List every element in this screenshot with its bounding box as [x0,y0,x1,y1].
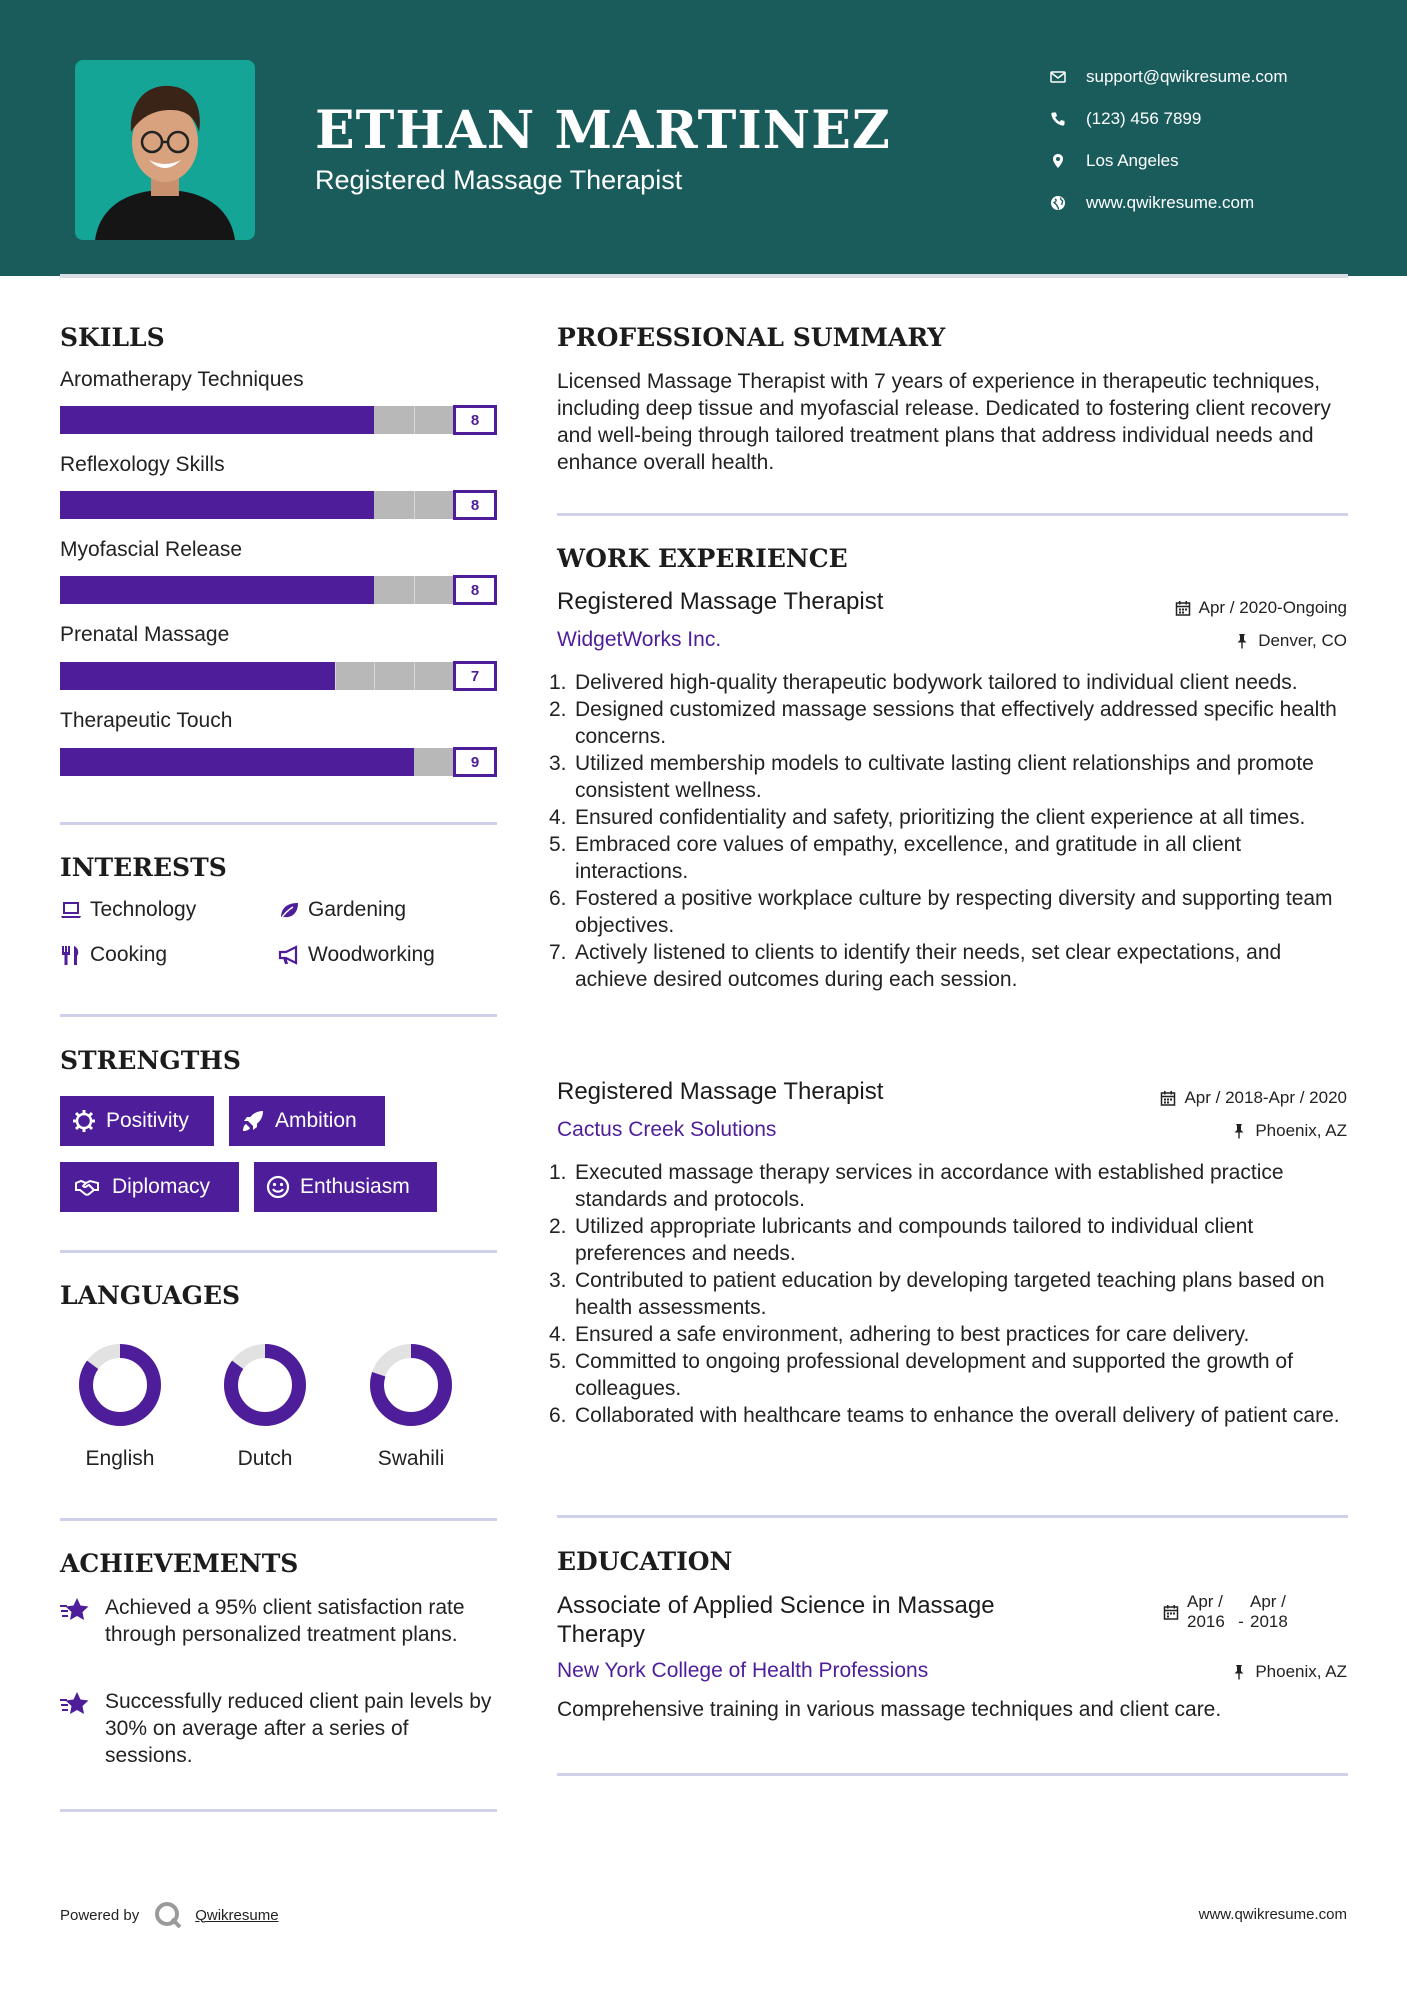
skills-heading: SKILLS [60,323,165,352]
contact-location [1050,140,1288,182]
skill-bar [60,661,497,691]
bullet-text: Utilized membership models to cultivate lasting client relationships and promote consistent wellness. [575,752,1314,802]
bullet-text: Designed customized massage sessions that effectively addressed specific health concerns. [575,698,1337,748]
calendar-icon [1163,1604,1179,1620]
brand-link[interactable]: Qwikresume [195,1906,279,1924]
job-bullet [549,1159,1347,1213]
map-pin-icon [1050,153,1086,169]
skill-bar [60,575,497,605]
job-bullet [549,696,1347,750]
education-location-text: Phoenix, AZ [1255,1662,1347,1681]
strength-badge [60,1162,239,1212]
star-icon [60,1594,105,1648]
bullet-number: 6. [549,1404,567,1427]
skill-label: Myofascial Release [60,538,243,561]
achievements-heading: ACHIEVEMENTS [60,1549,299,1578]
interest-label: Technology [90,898,197,921]
skill-bar-tick [335,662,336,690]
bullet-text: Ensured confidentiality and safety, prioritizing the client experience at all times. [575,806,1306,829]
skill-bar [60,405,497,435]
calendar-icon [1160,1090,1176,1106]
section-divider [60,1518,497,1521]
contact-location-text: Los Angeles [1086,151,1179,170]
skill-label: Reflexology Skills [60,453,225,476]
job-bullet [549,885,1347,939]
bullet-number: 1. [549,1161,567,1184]
bullet-text: Collaborated with healthcare teams to enhance the overall delivery of patient care. [575,1404,1340,1427]
summary-text: Licensed Massage Therapist with 7 years of experience in therapeutic techniques, including deep tissue and myofascial release. Dedicated to fostering client recovery and well-being through tailored treatment plans that address individual needs and enhance overall health. [557,370,1331,474]
bullet-number: 1. [549,671,567,694]
job-dates-text: Apr / 2020-Ongoing [1198,598,1347,617]
bullet-text: Contributed to patient education by developing targeted teaching plans based on health assessments. [575,1269,1325,1319]
job-location-text: Denver, CO [1258,631,1347,650]
job-bullets [549,1159,1347,1429]
skill-score: 8 [453,575,497,605]
section-divider [557,513,1348,516]
job-bullet [549,939,1347,993]
job-bullet [549,831,1347,885]
achievement-text: Achieved a 95% client satisfaction rate through personalized treatment plans. [105,1596,465,1646]
contact-email-text: support@qwikresume.com [1086,67,1288,86]
job-bullet [549,1213,1347,1267]
laptop-icon [60,899,90,921]
bullet-text: Utilized appropriate lubricants and compounds tailored to individual client preferences and needs. [575,1215,1254,1265]
skill-label: Therapeutic Touch [60,709,233,732]
candidate-name: ETHAN MARTINEZ [315,100,891,161]
bullet-text: Delivered high-quality therapeutic bodywork tailored to individual client needs. [575,671,1298,694]
bullet-number: 5. [549,1350,567,1373]
pushpin-icon [1231,1123,1247,1139]
bullet-text: Committed to ongoing professional development and supported the growth of colleagues. [575,1350,1293,1400]
strength-badge [254,1162,437,1212]
language-ring [205,1342,325,1433]
contact-list [1050,56,1288,224]
megaphone-icon [278,944,308,966]
skill-bar-fill [60,406,374,434]
section-divider [60,1014,497,1017]
job-bullet [549,804,1347,831]
star-icon [60,1688,105,1769]
interests-heading: INTERESTS [60,853,227,882]
bullet-number: 5. [549,833,567,856]
skill-label: Aromatherapy Techniques [60,368,304,391]
achievement-item [60,1688,500,1769]
job-bullet [549,1321,1347,1348]
job-dates [1175,598,1347,618]
strength-badge [229,1096,385,1146]
bullet-text: Actively listened to clients to identify their needs, set clear expectations, and achieve desired outcomes during each session. [575,941,1282,991]
footer-site[interactable]: www.qwikresume.com [1198,1906,1347,1923]
education-start: Apr / [1187,1592,1223,1611]
contact-website[interactable] [1050,182,1288,224]
skill-bar-tick [414,576,415,604]
qwikresume-logo-icon [153,1900,183,1930]
interest-item [60,943,167,967]
achievement-text: Successfully reduced client pain levels by 30% on average after a series of sessions. [105,1690,492,1767]
skill-score: 8 [453,405,497,435]
bullet-text: Embraced core values of empathy, excellence, and gratitude in all client interactions. [575,833,1242,883]
job-bullet [549,1348,1347,1402]
section-divider [557,1515,1348,1518]
job-bullet [549,1402,1347,1429]
handshake-icon [72,1175,102,1199]
education-start: 2016 [1187,1612,1225,1631]
languages-heading: LANGUAGES [60,1281,241,1310]
bullet-number: 3. [549,752,567,775]
skill-bar [60,490,497,520]
job-title: Registered Massage Therapist [557,1078,884,1105]
language-label: Dutch [237,1447,293,1470]
skill-bar-fill [60,748,414,776]
strength-label: Positivity [106,1109,189,1132]
resume-header [0,0,1407,276]
profile-photo [75,60,255,240]
achievement-item [60,1594,500,1648]
education-end: Apr / [1250,1592,1286,1611]
bullet-text: Executed massage therapy services in accordance with established practice standards and protocols. [575,1161,1284,1211]
leaf-icon [278,899,308,921]
skill-bar-tick [414,406,415,434]
skill-score: 7 [453,661,497,691]
job-title: Registered Massage Therapist [557,588,884,615]
job-dates [1160,1088,1347,1108]
education-dates: Apr / 2016 - Apr / 2018 [1163,1592,1295,1632]
education-end: 2018 [1250,1612,1288,1631]
skill-bar-tick [414,662,415,690]
person-avatar-icon [75,60,255,240]
education-description: Comprehensive training in various massage techniques and client care. [557,1698,1222,1721]
education-location [1231,1662,1347,1682]
job-location [1231,1121,1347,1141]
strengths-heading: STRENGTHS [60,1046,241,1075]
section-divider [557,1773,1348,1776]
strength-label: Ambition [275,1109,357,1132]
degree-title-line: Associate of Applied Science in Massage [557,1592,995,1619]
job-dates-text: Apr / 2018-Apr / 2020 [1184,1088,1347,1107]
bullet-number: 2. [549,698,567,721]
company-name: Cactus Creek Solutions [557,1118,777,1141]
bullet-number: 4. [549,1323,567,1346]
language-label: Swahili [377,1447,445,1470]
smile-icon [266,1175,290,1199]
summary-heading: PROFESSIONAL SUMMARY [557,323,946,352]
bullet-text: Ensured a safe environment, adhering to best practices for care delivery. [575,1323,1250,1346]
pushpin-icon [1231,1664,1247,1680]
section-divider [60,1809,497,1812]
skill-bar-fill [60,576,374,604]
skill-bar-tick [374,662,375,690]
interest-item [278,898,406,922]
bullet-number: 2. [549,1215,567,1238]
globe-icon [1050,195,1086,211]
gear-icon [72,1109,96,1133]
education-heading: EDUCATION [557,1547,733,1576]
phone-icon [1050,111,1086,127]
envelope-icon [1050,69,1086,85]
header-divider [60,274,1348,278]
job-bullet [549,669,1347,696]
strength-label: Diplomacy [112,1175,211,1198]
company-name: WidgetWorks Inc. [557,628,722,651]
language-ring [351,1342,471,1433]
language-label: English [85,1447,155,1470]
language-ring [60,1342,180,1433]
job-bullets [549,669,1347,993]
bullet-number: 7. [549,941,567,964]
strength-badge [60,1096,214,1146]
interest-item [278,943,435,967]
utensils-icon [60,944,90,966]
interest-item [60,898,196,922]
degree-title [557,1591,995,1649]
candidate-role: Registered Massage Therapist [315,165,683,195]
language-donut [77,1342,163,1428]
language-donut [368,1342,454,1428]
strength-label: Enthusiasm [300,1175,410,1198]
interest-label: Gardening [308,898,407,921]
section-divider [60,822,497,825]
pushpin-icon [1234,633,1250,649]
skill-label: Prenatal Massage [60,623,230,646]
bullet-number: 4. [549,806,567,829]
degree-title-line: Therapy [557,1621,646,1648]
skill-bar-fill [60,662,335,690]
footer-brand [60,1900,279,1930]
job-location [1234,631,1347,651]
rocket-icon [241,1109,265,1133]
experience-heading: WORK EXPERIENCE [557,544,848,573]
section-divider [60,1250,497,1253]
powered-by-text: Powered by [60,1906,140,1924]
job-bullet [549,1267,1347,1321]
skill-bar-tick [414,491,415,519]
calendar-icon [1175,600,1191,616]
job-location-text: Phoenix, AZ [1255,1121,1347,1140]
interest-label: Woodworking [308,943,435,966]
bullet-number: 3. [549,1269,567,1292]
skill-bar [60,747,497,777]
skill-score: 9 [453,747,497,777]
skill-bar-fill [60,491,374,519]
language-donut [222,1342,308,1428]
contact-email[interactable] [1050,56,1288,98]
bullet-number: 6. [549,887,567,910]
skill-score: 8 [453,490,497,520]
school-name: New York College of Health Professions [557,1659,929,1682]
job-bullet [549,750,1347,804]
contact-website-text: www.qwikresume.com [1086,193,1255,212]
interest-label: Cooking [90,943,168,966]
contact-phone-text: (123) 456 7899 [1086,109,1202,128]
contact-phone[interactable] [1050,98,1288,140]
bullet-text: Fostered a positive workplace culture by respecting diversity and supporting team objectives. [575,887,1333,937]
